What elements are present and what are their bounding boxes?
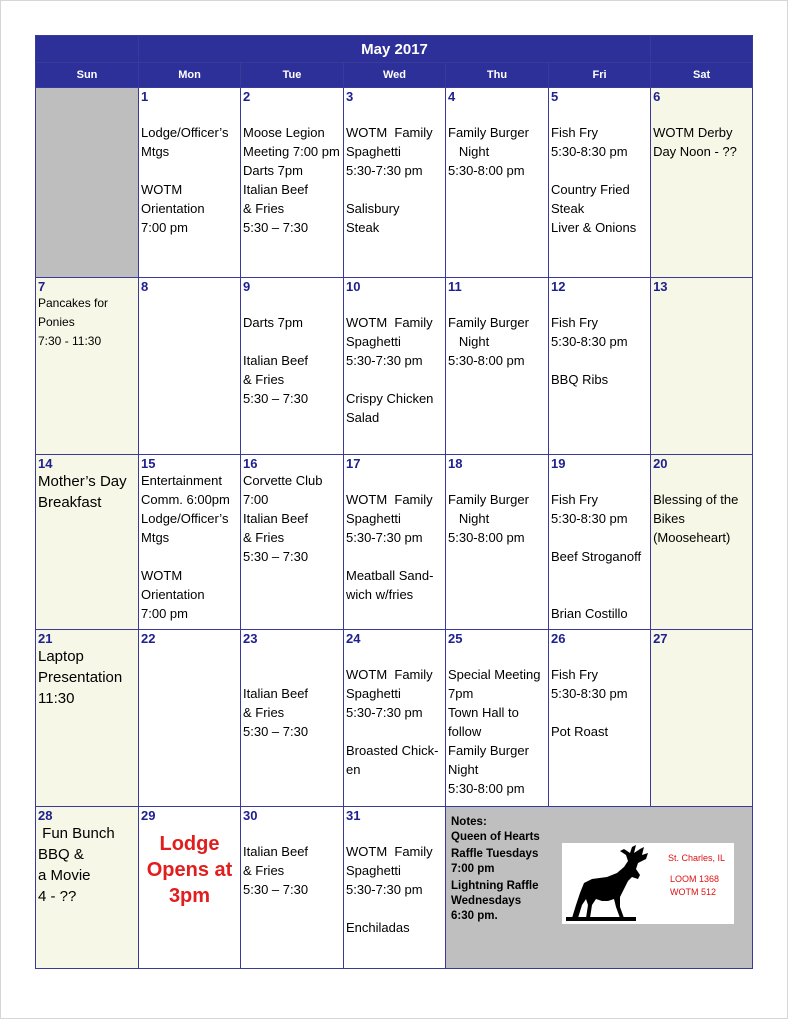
event-gap: [551, 585, 648, 604]
event-gap: [243, 332, 341, 351]
event-line: follow: [448, 724, 482, 739]
moose-silhouette-icon: [562, 843, 662, 924]
day-number: 1: [141, 89, 149, 104]
event-line: Fun Bunch: [38, 825, 115, 842]
event-line: Lodge/Officer’s: [141, 125, 229, 140]
day-events: [448, 646, 546, 798]
event-line: Crispy Chicken: [346, 391, 434, 406]
event-line: 5:30-8:30 pm: [551, 144, 628, 159]
event-gap: [243, 823, 341, 842]
event-gap: [141, 547, 238, 566]
event-line: Lodge/Officer’s: [141, 511, 229, 526]
event-line: 7pm: [448, 686, 474, 701]
day-events: [551, 646, 648, 741]
day-events: [38, 823, 136, 907]
event-line: Entertainment: [141, 473, 222, 488]
event-line: Pancakes for: [38, 296, 109, 310]
day-events: [448, 104, 546, 180]
event-line: 5:30 – 7:30: [243, 724, 309, 739]
event-line: Bikes: [653, 511, 685, 526]
week-row-4: [36, 630, 753, 807]
event-line: Spaghetti: [346, 686, 401, 701]
day-cell-13: [651, 278, 753, 455]
event-line: Mtgs: [141, 144, 170, 159]
event-line: Beef Stroganoff: [551, 549, 642, 564]
day-number: 16: [243, 456, 258, 471]
calendar-title-row: [36, 36, 753, 63]
event-line: Mother’s Day: [38, 473, 127, 490]
event-gap: [653, 104, 750, 123]
event-gap: [346, 646, 443, 665]
event-line: Spaghetti: [346, 144, 401, 159]
event-line: Night: [448, 511, 490, 526]
event-line: WOTM Family: [346, 844, 433, 859]
day-cell-26: [549, 630, 651, 807]
notes-text: [451, 811, 540, 924]
event-line: 5:30-7:30 pm: [346, 530, 423, 545]
day-events: [346, 646, 443, 779]
day-events: [448, 294, 546, 370]
day-number: 4: [448, 89, 456, 104]
event-line: Orientation: [141, 587, 205, 602]
day-events: [551, 104, 648, 237]
dow-wed: Wed: [344, 63, 446, 88]
day-cell-2: [241, 88, 344, 278]
event-line: Darts 7pm: [243, 315, 303, 330]
event-line: Country Fried: [551, 182, 630, 197]
event-line: WOTM: [141, 568, 183, 583]
event-line: WOTM Family: [346, 492, 433, 507]
day-cell-22: [139, 630, 241, 807]
event-gap: [448, 294, 546, 313]
day-number: 6: [653, 89, 661, 104]
event-line: Family Burger: [448, 315, 529, 330]
event-line: 5:30-8:30 pm: [551, 334, 628, 349]
event-gap: [551, 471, 648, 490]
event-line: Fish Fry: [551, 315, 598, 330]
day-events: [551, 471, 648, 623]
event-line: Ponies: [38, 315, 75, 329]
event-gap: [551, 294, 648, 313]
event-line: Comm. 6:00pm: [141, 492, 230, 507]
event-gap: [448, 471, 546, 490]
event-line: Salisbury: [346, 201, 400, 216]
event-line: Liver & Onions: [551, 220, 637, 235]
day-number: 27: [653, 631, 668, 646]
event-line: Pot Roast: [551, 724, 609, 739]
day-cell-18: [446, 455, 549, 630]
day-cell-23: [241, 630, 344, 807]
event-gap: [551, 351, 648, 370]
event-line: 5:30 – 7:30: [243, 882, 309, 897]
notes-line: 7:00 pm: [451, 863, 495, 875]
day-number: 2: [243, 89, 251, 104]
day-cell-7: [36, 278, 139, 455]
day-number: 7: [38, 279, 46, 294]
day-events: [38, 646, 136, 709]
event-gap: [243, 665, 341, 684]
event-line: 5:30-7:30 pm: [346, 353, 423, 368]
day-number: 18: [448, 456, 463, 471]
event-gap: [551, 646, 648, 665]
day-cell-21: [36, 630, 139, 807]
weeks-body: [36, 88, 753, 807]
event-gap: [551, 161, 648, 180]
event-line: Family Burger: [448, 125, 529, 140]
event-gap: [243, 646, 341, 665]
event-line: 5:30-8:00 pm: [448, 353, 525, 368]
event-line: BBQ Ribs: [551, 372, 609, 387]
event-line: & Fries: [243, 863, 285, 878]
lodge-opens-notice: [141, 831, 238, 909]
day-number: 5: [551, 89, 559, 104]
day-events: [243, 646, 341, 741]
event-line: Italian Beef: [243, 686, 309, 701]
title-right-spacer: [651, 36, 753, 63]
event-line: Family Burger: [448, 492, 529, 507]
event-gap: [141, 161, 238, 180]
day-number: 15: [141, 456, 156, 471]
event-gap: [551, 703, 648, 722]
event-gap: [346, 471, 443, 490]
event-line: Broasted Chick-: [346, 743, 439, 758]
day-number: 9: [243, 279, 251, 294]
day-events: [243, 294, 341, 408]
event-line: & Fries: [243, 705, 285, 720]
event-line: BBQ &: [38, 846, 84, 863]
event-gap: [653, 471, 750, 490]
event-line: 11:30: [38, 690, 75, 707]
event-gap: [448, 646, 546, 665]
notes-line: Notes:: [451, 816, 487, 828]
day-cell-1: [139, 88, 241, 278]
event-line: Darts 7pm: [243, 163, 303, 178]
event-line: en: [346, 762, 361, 777]
event-line: Breakfast: [38, 494, 102, 511]
day-number: 17: [346, 456, 361, 471]
event-gap: [346, 180, 443, 199]
notes-line: 6:30 pm.: [451, 910, 498, 922]
day-number: 23: [243, 631, 258, 646]
event-line: 5:30-7:30 pm: [346, 705, 423, 720]
day-events: [38, 294, 136, 351]
event-line: 5:30-7:30 pm: [346, 882, 423, 897]
event-line: Corvette Club: [243, 473, 323, 488]
event-line: Italian Beef: [243, 844, 309, 859]
notes-cell: [446, 807, 753, 969]
event-line: Enchiladas: [346, 920, 410, 935]
week-row-5: [36, 807, 753, 969]
event-line: & Fries: [243, 372, 285, 387]
day-number: 29: [141, 808, 156, 823]
event-line: WOTM Derby: [653, 125, 733, 140]
event-line: WOTM: [141, 182, 183, 197]
event-gap: [141, 104, 238, 123]
notes-line: Lightning Raffle: [451, 880, 539, 892]
event-line: (Mooseheart): [653, 530, 731, 545]
day-events: [141, 104, 238, 237]
event-line: WOTM Family: [346, 667, 433, 682]
notes-line: Wednesdays: [451, 895, 522, 907]
week-row-2: [36, 278, 753, 455]
day-number: 11: [448, 279, 462, 294]
notice-line: 3pm: [168, 885, 211, 907]
dow-thu: Thu: [446, 63, 549, 88]
event-line: Spaghetti: [346, 334, 401, 349]
day-cell-20: [651, 455, 753, 630]
day-cell-25: [446, 630, 549, 807]
day-events: [346, 294, 443, 427]
day-events: [243, 104, 341, 237]
event-line: Brian Costillo: [551, 606, 628, 621]
day-cell-15: [139, 455, 241, 630]
event-line: Italian Beef: [243, 182, 309, 197]
dow-mon: Mon: [139, 63, 241, 88]
day-cell-12: [549, 278, 651, 455]
event-line: Spaghetti: [346, 863, 401, 878]
event-line: 5:30 – 7:30: [243, 549, 309, 564]
day-events: [653, 104, 750, 161]
day-cell-8: [139, 278, 241, 455]
day-cell-6: [651, 88, 753, 278]
event-line: Meeting 7:00 pm: [243, 144, 340, 159]
event-line: Night: [448, 762, 479, 777]
day-events: [243, 471, 341, 566]
day-events: [448, 471, 546, 547]
event-gap: [346, 547, 443, 566]
day-events: [551, 294, 648, 389]
event-line: Salad: [346, 410, 380, 425]
event-line: Mtgs: [141, 530, 170, 545]
event-gap: [346, 823, 443, 842]
day-number: 25: [448, 631, 463, 646]
event-line: 5:30-7:30 pm: [346, 163, 423, 178]
week-row-1: [36, 88, 753, 278]
day-number: 20: [653, 456, 668, 471]
event-line: 5:30-8:30 pm: [551, 686, 628, 701]
dow-tue: Tue: [241, 63, 344, 88]
event-gap: [551, 528, 648, 547]
title-left-spacer: [36, 36, 139, 63]
day-cell-31: [344, 807, 446, 969]
event-line: 7:00 pm: [141, 606, 188, 621]
day-cell-10: [344, 278, 446, 455]
event-line: & Fries: [243, 201, 285, 216]
event-line: Night: [448, 334, 490, 349]
event-line: Night: [448, 144, 490, 159]
event-line: Italian Beef: [243, 511, 309, 526]
day-cell-4: [446, 88, 549, 278]
day-number: 12: [551, 279, 566, 294]
event-line: 5:30 – 7:30: [243, 391, 309, 406]
notice-line: Lodge: [159, 833, 220, 855]
event-line: 7:00 pm: [141, 220, 188, 235]
day-cell-27: [651, 630, 753, 807]
day-cell-14: [36, 455, 139, 630]
event-gap: [346, 294, 443, 313]
day-events: [346, 104, 443, 237]
day-cell-3: [344, 88, 446, 278]
event-line: Steak: [551, 201, 585, 216]
event-line: Laptop: [38, 648, 84, 665]
day-events: [346, 471, 443, 604]
dow-sun: Sun: [36, 63, 139, 88]
day-cell-19: [549, 455, 651, 630]
event-line: 4 - ??: [38, 888, 77, 905]
notes-line: Raffle Tuesdays: [451, 848, 539, 860]
event-line: Blessing of the: [653, 492, 739, 507]
event-line: Presentation: [38, 669, 123, 686]
day-number: 8: [141, 279, 149, 294]
day-number: 10: [346, 279, 361, 294]
event-line: Special Meeting: [448, 667, 541, 682]
event-gap: [346, 899, 443, 918]
event-line: Orientation: [141, 201, 205, 216]
empty-day-cell: [36, 88, 139, 278]
event-line: 7:30 - 11:30: [38, 334, 102, 348]
event-gap: [243, 294, 341, 313]
event-line: Spaghetti: [346, 511, 401, 526]
event-line: wich w/fries: [346, 587, 414, 602]
day-cell-28: [36, 807, 139, 969]
day-number: 13: [653, 279, 668, 294]
notice-line: Opens at: [146, 859, 233, 881]
month-title: May 2017: [139, 36, 651, 63]
event-line: Steak: [346, 220, 380, 235]
day-number: 31: [346, 808, 361, 823]
event-line: Italian Beef: [243, 353, 309, 368]
day-number: 3: [346, 89, 354, 104]
event-gap: [243, 104, 341, 123]
day-cell-24: [344, 630, 446, 807]
dow-fri: Fri: [549, 63, 651, 88]
day-number: 28: [38, 808, 53, 823]
event-line: WOTM Family: [346, 125, 433, 140]
event-gap: [551, 104, 648, 123]
day-cell-17: [344, 455, 446, 630]
day-cell-9: [241, 278, 344, 455]
event-line: WOTM Family: [346, 315, 433, 330]
moose-lodge-logo: [562, 843, 734, 924]
day-of-week-row: [36, 63, 753, 88]
day-number: 30: [243, 808, 258, 823]
event-line: 5:30-8:00 pm: [448, 781, 525, 796]
event-line: Family Burger: [448, 743, 529, 758]
event-line: 5:30 – 7:30: [243, 220, 309, 235]
event-line: 7:00: [243, 492, 269, 507]
event-gap: [346, 104, 443, 123]
event-line: Fish Fry: [551, 492, 598, 507]
notes-line: Queen of Hearts: [451, 831, 540, 843]
day-cell-30: [241, 807, 344, 969]
event-line: Day Noon - ??: [653, 144, 737, 159]
event-line: 5:30-8:30 pm: [551, 511, 628, 526]
day-number: 24: [346, 631, 361, 646]
event-line: Moose Legion: [243, 125, 325, 140]
event-line: 5:30-8:00 pm: [448, 530, 525, 545]
day-cell-29: [139, 807, 241, 969]
day-events: [38, 471, 136, 513]
day-cell-16: [241, 455, 344, 630]
day-number: 19: [551, 456, 566, 471]
event-line: Fish Fry: [551, 667, 598, 682]
event-line: a Movie: [38, 867, 91, 884]
event-line: Meatball Sand-: [346, 568, 434, 583]
day-number: 14: [38, 456, 53, 471]
event-gap: [448, 104, 546, 123]
logo-wotm: WOTM 512: [670, 887, 717, 897]
event-line: Fish Fry: [551, 125, 598, 140]
event-line: 5:30-8:00 pm: [448, 163, 525, 178]
event-line: & Fries: [243, 530, 285, 545]
day-cell-5: [549, 88, 651, 278]
event-gap: [346, 370, 443, 389]
dow-sat: Sat: [651, 63, 753, 88]
logo-place: St. Charles, IL: [668, 853, 726, 863]
day-number: 21: [38, 631, 53, 646]
day-cell-11: [446, 278, 549, 455]
day-events: [653, 471, 750, 547]
day-number: 22: [141, 631, 156, 646]
calendar-table: [35, 35, 753, 969]
event-gap: [551, 566, 648, 585]
event-gap: [346, 722, 443, 741]
logo-loom: LOOM 1368: [670, 874, 720, 884]
event-line: Town Hall to: [448, 705, 519, 720]
day-number: 26: [551, 631, 566, 646]
week-row-3: [36, 455, 753, 630]
day-events: [141, 471, 238, 623]
